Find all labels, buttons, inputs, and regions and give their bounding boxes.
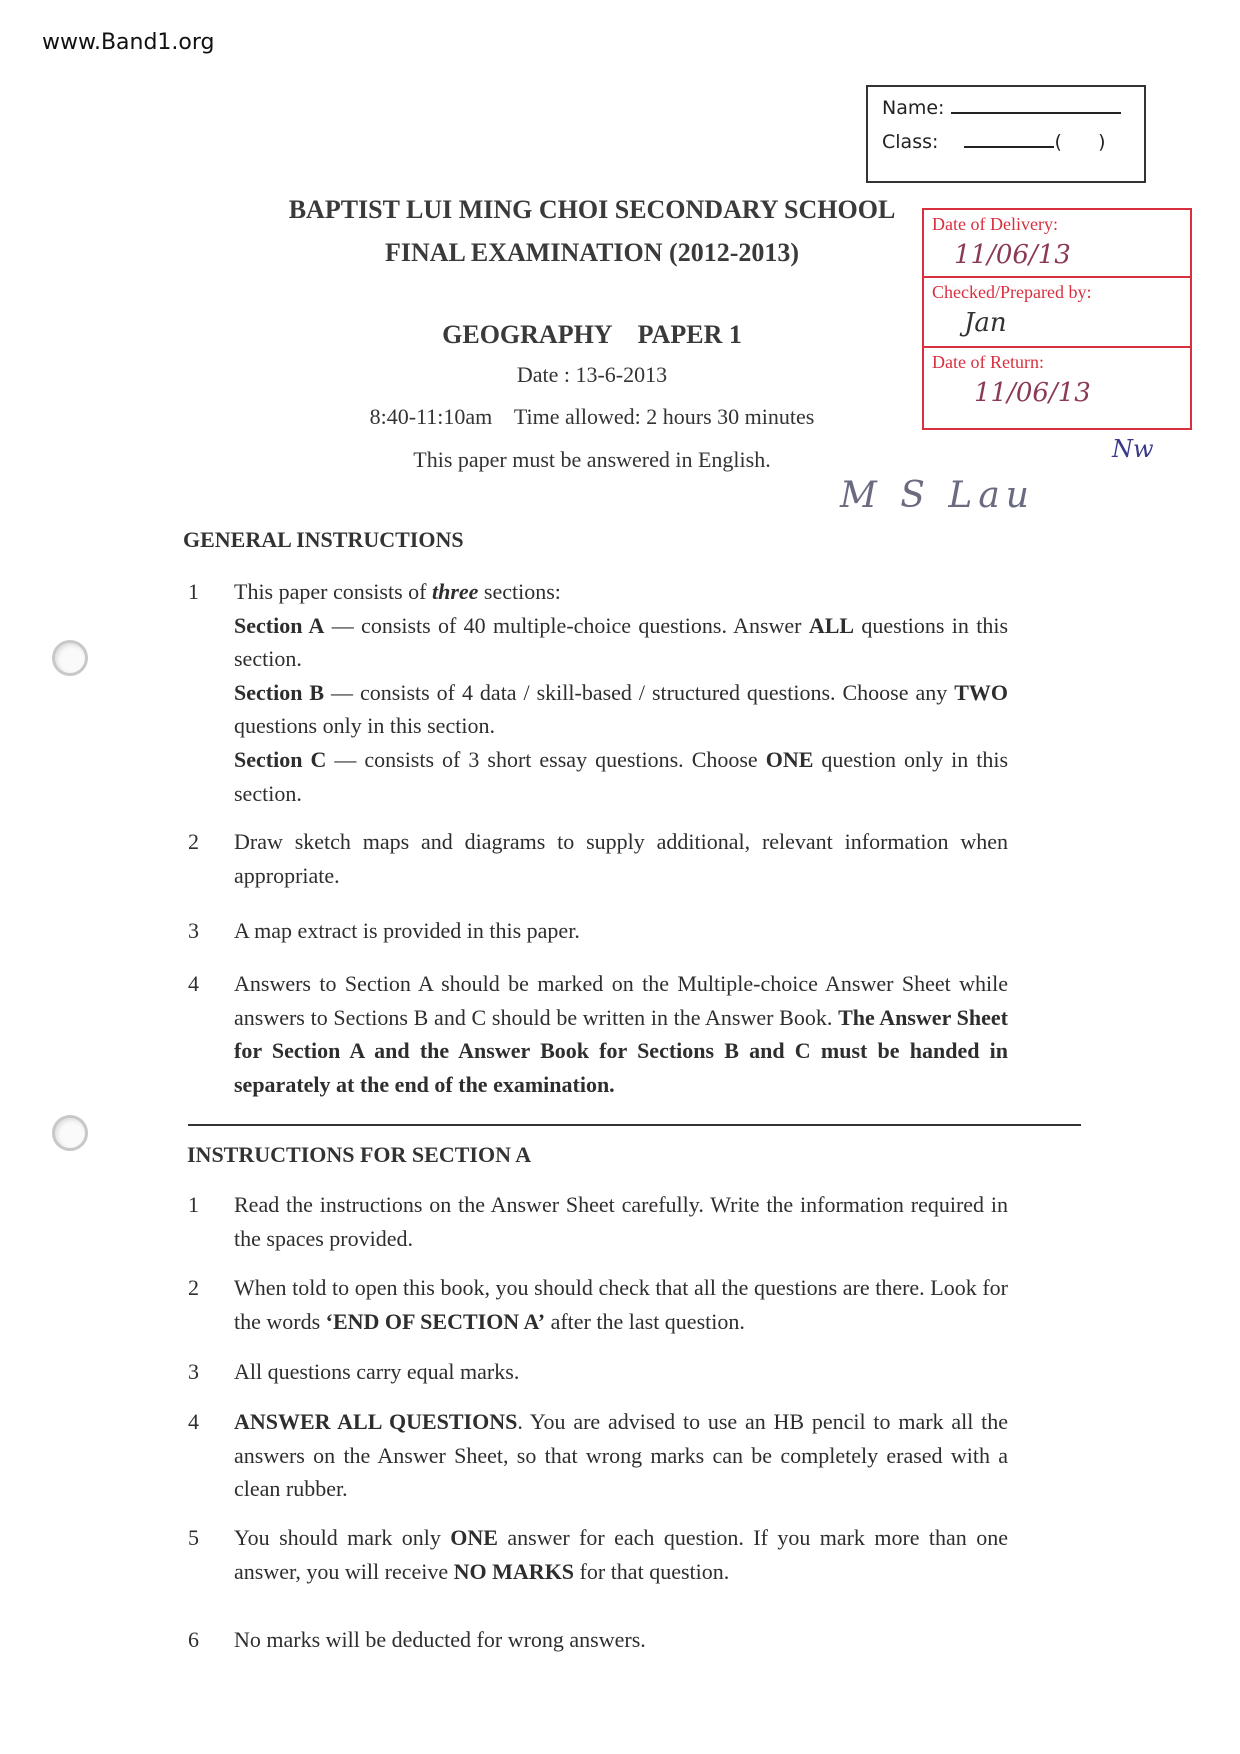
instruction-item bbox=[188, 1188, 1008, 1255]
instruction-text-segment: Section B bbox=[234, 679, 325, 705]
website-watermark: www.Band1.org bbox=[42, 30, 215, 55]
exam-date: Date : 13-6-2013 bbox=[516, 362, 668, 387]
delivery-label: Date of Delivery: bbox=[932, 214, 1058, 234]
language-note: This paper must be answered in English. bbox=[413, 447, 771, 472]
instruction-text-segment: When told to open this book, you should check that all the questions are there. Look for the words bbox=[234, 1275, 1008, 1334]
divider bbox=[188, 1124, 1081, 1126]
instruction-text-segment: Read the instructions on the Answer Sheet carefully. Write the information required in the spaces provided. bbox=[234, 1192, 1008, 1251]
instruction-number: 1 bbox=[188, 579, 199, 604]
instruction-text-segment: question only in this section. bbox=[234, 746, 1009, 806]
instruction-text-segment: The Answer Sheet for Section A and the Answer Book for Sections B and C must be handed in separately at the end of the examination. bbox=[234, 1004, 1008, 1097]
instruction-text-segment: answer for each question. If you mark more than one answer, you will receive bbox=[234, 1525, 1008, 1584]
instruction-number: 1 bbox=[188, 1192, 199, 1217]
class-number-paren: ( ) bbox=[1054, 131, 1106, 153]
instruction-text-segment: Answers to Section A should be marked on the Multiple-choice Answer Sheet while answers to Sections B and C should be written in the Answer Book. bbox=[234, 971, 1008, 1030]
return-date-handwritten: 11/06/13 bbox=[974, 378, 1091, 408]
instruction-item bbox=[188, 1405, 1008, 1506]
class-row bbox=[882, 131, 1106, 153]
return-label: Date of Return: bbox=[932, 352, 1044, 372]
punch-hole bbox=[52, 1115, 88, 1151]
instruction-text-segment: A map extract is provided in this paper. bbox=[234, 918, 580, 943]
instruction-text-segment: Section C bbox=[234, 746, 327, 772]
instruction-text-segment: sections: bbox=[478, 579, 561, 604]
general-instructions-heading: GENERAL INSTRUCTIONS bbox=[183, 527, 464, 552]
instruction-number: 6 bbox=[188, 1627, 199, 1652]
instruction-text bbox=[234, 1521, 1008, 1588]
exam-title: FINAL EXAMINATION (2012-2013) bbox=[384, 238, 800, 267]
instruction-text-segment: after the last question. bbox=[545, 1308, 745, 1334]
delivery-date-handwritten: 11/06/13 bbox=[954, 240, 1071, 270]
instruction-text-segment: All questions carry equal marks. bbox=[234, 1359, 520, 1384]
instruction-text-segment: Section A bbox=[234, 612, 325, 638]
instruction-text-segment: ANSWER ALL QUESTIONS bbox=[234, 1409, 518, 1434]
instruction-text-segment: — consists of 4 data / skill-based / structured questions. Choose any bbox=[324, 679, 955, 705]
instruction-text-segment: ALL bbox=[808, 612, 855, 638]
instruction-text-segment: for that question. bbox=[574, 1558, 730, 1584]
name-field[interactable] bbox=[951, 112, 1121, 114]
instruction-text bbox=[234, 1355, 1008, 1389]
instruction-text-segment: — consists of 40 multiple-choice questions. Answer bbox=[324, 612, 809, 638]
instruction-text bbox=[234, 1188, 1008, 1255]
class-label: Class: bbox=[882, 131, 939, 153]
instruction-text-segment: . You are advised to use an HB pencil to mark all the answers on the Answer Sheet, so that wrong marks can be completely erased with a clean rubber. bbox=[234, 1409, 1008, 1502]
instruction-text-segment: NO MARKS bbox=[453, 1558, 575, 1584]
instruction-item bbox=[188, 825, 1008, 892]
instruction-text-segment: ONE bbox=[765, 746, 814, 772]
instruction-text bbox=[234, 967, 1008, 1101]
instruction-text bbox=[234, 575, 1008, 810]
instruction-number: 5 bbox=[188, 1525, 199, 1550]
name-label: Name: bbox=[882, 97, 945, 119]
instruction-text-segment: Draw sketch maps and diagrams to supply additional, relevant information when appropriate. bbox=[234, 829, 1008, 888]
name-row bbox=[882, 97, 1121, 119]
instruction-text-segment: questions in this section. bbox=[234, 612, 1009, 672]
instruction-text bbox=[234, 825, 1008, 892]
instruction-number: 2 bbox=[188, 829, 199, 854]
checked-signature: Jan bbox=[964, 308, 1007, 338]
school-name: BAPTIST LUI MING CHOI SECONDARY SCHOOL bbox=[288, 195, 896, 224]
instruction-item bbox=[188, 914, 1008, 948]
teacher-name-handwritten: M S Lau bbox=[840, 475, 1035, 516]
initials-handwritten: Nw bbox=[1112, 435, 1154, 463]
instruction-text-segment: questions only in this section. bbox=[234, 713, 495, 739]
instruction-text-segment: ‘END OF SECTION A’ bbox=[325, 1308, 546, 1334]
instruction-text-segment: — consists of 3 short essay questions. Choose bbox=[326, 746, 766, 772]
subject-title: GEOGRAPHY PAPER 1 bbox=[442, 320, 742, 349]
instruction-text bbox=[234, 1405, 1008, 1506]
instruction-text-segment: This paper consists of bbox=[234, 579, 432, 604]
instruction-number: 3 bbox=[188, 918, 199, 943]
instruction-item bbox=[188, 1623, 1008, 1657]
instruction-text-segment: TWO bbox=[954, 679, 1008, 705]
checked-label: Checked/Prepared by: bbox=[932, 282, 1092, 302]
class-field[interactable] bbox=[964, 146, 1054, 148]
instruction-number: 4 bbox=[188, 971, 199, 996]
instruction-text-segment: three bbox=[431, 579, 479, 604]
instruction-item bbox=[188, 1271, 1008, 1338]
instruction-item bbox=[188, 1355, 1008, 1389]
instruction-text-segment: No marks will be deducted for wrong answers. bbox=[234, 1627, 646, 1652]
exam-time: 8:40-11:10am Time allowed: 2 hours 30 minutes bbox=[369, 404, 815, 429]
punch-hole bbox=[52, 640, 88, 676]
instruction-item bbox=[188, 575, 1008, 810]
instruction-item bbox=[188, 967, 1008, 1101]
instruction-number: 4 bbox=[188, 1409, 199, 1434]
name-class-box bbox=[866, 85, 1146, 183]
instruction-text-segment: You should mark only bbox=[234, 1525, 451, 1550]
instruction-item bbox=[188, 1521, 1008, 1588]
instruction-text bbox=[234, 914, 1008, 948]
instruction-text bbox=[234, 1623, 1008, 1657]
instruction-number: 2 bbox=[188, 1275, 199, 1300]
section-a-heading: INSTRUCTIONS FOR SECTION A bbox=[187, 1142, 532, 1167]
instruction-text-segment: ONE bbox=[450, 1525, 498, 1550]
instruction-text bbox=[234, 1271, 1008, 1338]
instruction-number: 3 bbox=[188, 1359, 199, 1384]
